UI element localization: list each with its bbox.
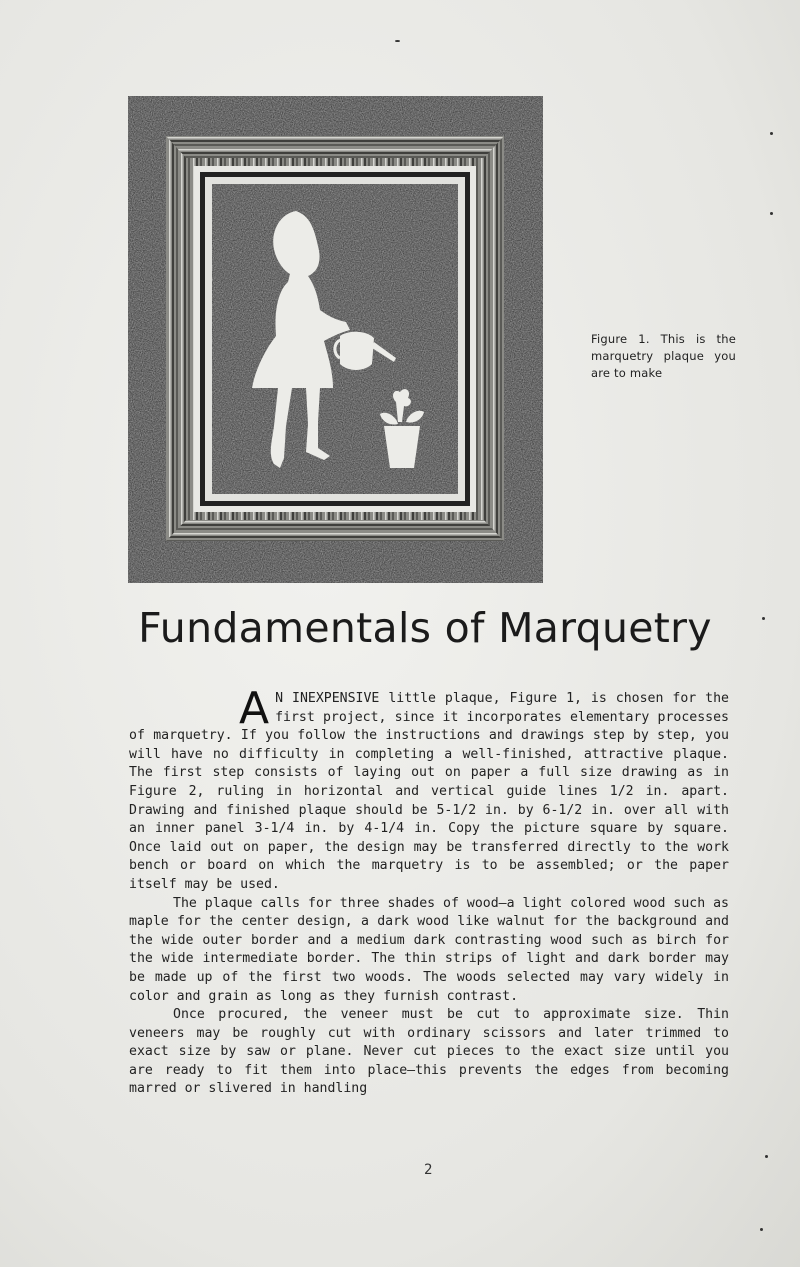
- paper-speck: [770, 212, 773, 215]
- drop-cap: A: [239, 683, 270, 734]
- paragraph-2: The plaque calls for three shades of wood—a light colored wood such as maple for the center design, a dark wood like walnut for the background and the wide outer border and a medium dark contrasting wood such as birch for the wide intermediate border. The thin strips of light and dark border may be made up of the first two woods. The woods selected may vary widely in color and grain as long as they furnish contrast.: [129, 895, 729, 1004]
- paper-speck: [395, 40, 400, 42]
- article-body: [129, 683, 729, 1099]
- paragraph-3: Once procured, the veneer must be cut to approximate size. Thin veneers may be roughly cut with ordinary scissors and later trimmed to exact size by saw or plane. Never cut pieces to the exact size until you are ready to fit them into place—this prevents the edges from becoming marred or slivered in handling: [129, 1007, 729, 1097]
- plaque-photo: [128, 96, 543, 583]
- article-title: Fundamentals of Marquetry: [138, 604, 712, 652]
- paper-speck: [760, 1228, 763, 1231]
- paper-speck: [770, 132, 773, 135]
- paper-speck: [765, 1155, 768, 1158]
- paragraph-1-text: N INEXPENSIVE little plaque, Figure 1, is chosen for the first project, since it incorporates elementary processes of marquetry. If you follow the instructions and drawings step by step, you will have no difficulty in completing a well-finished, attractive plaque. The first step consists of laying out on paper a full size drawing as in Figure 2, ruling in horizontal and vertical guide lines 1/2 in. apart. Drawing and finished plaque should be 5-1/2 in. by 6-1/2 in. over all with an inner panel 3-1/4 in. by 4-1/4 in. Copy the picture square by square. Once laid out on paper, the design may be transferred directly to the work bench or board on which the marquetry is to be assembled; or the paper itself may be used.: [129, 691, 729, 892]
- paragraph-1: [129, 683, 729, 895]
- figure-caption: Figure 1. This is the marquetry plaque you are to make: [591, 332, 736, 380]
- page-number: 2: [424, 1162, 433, 1178]
